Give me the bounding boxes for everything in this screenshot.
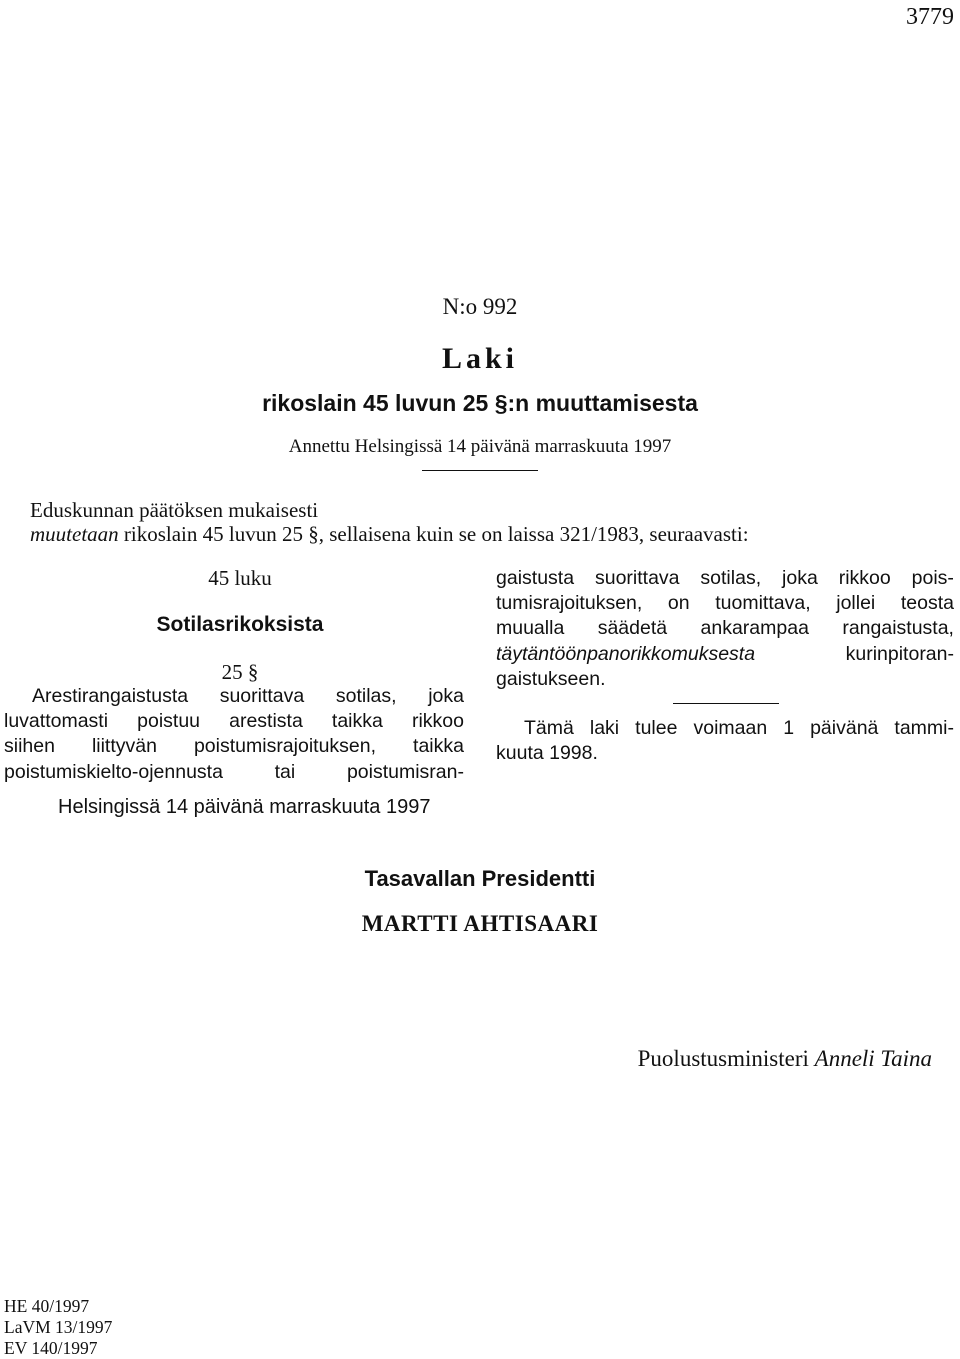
reference: HE 40/1997 — [4, 1296, 90, 1316]
word: tuomittava, — [715, 592, 811, 615]
word: joka — [428, 685, 464, 707]
word: siihen — [4, 735, 55, 758]
right-line — [496, 566, 954, 591]
word: taikka — [413, 735, 464, 758]
word: ankarampaa — [700, 617, 809, 640]
word: muualla — [496, 617, 565, 640]
word: sotilas, — [335, 685, 397, 707]
word: poistumisrajoituksen, — [193, 735, 377, 758]
signing-place-date: Helsingissä 14 päivänä marraskuuta 1997 — [58, 796, 431, 818]
word: arestista — [229, 710, 303, 733]
page-number: 3779 — [906, 4, 954, 30]
reference: LaVM 13/1997 — [4, 1317, 113, 1337]
right-line: gaistukseen. — [496, 667, 606, 690]
left-line — [4, 684, 464, 709]
section-divider — [673, 703, 779, 716]
word: teosta — [900, 592, 954, 615]
intro-line-2 — [30, 522, 749, 547]
entry-into-force-line-1 — [496, 716, 954, 741]
word: Arestirangaistusta — [32, 685, 189, 707]
word: Tämä — [524, 716, 574, 739]
word: säädetä — [597, 617, 668, 640]
word: poistumisran- — [346, 760, 464, 783]
word: joka — [782, 567, 818, 589]
word: pois- — [911, 567, 954, 589]
word: taikka — [331, 710, 383, 733]
left-line — [4, 734, 464, 759]
title-divider — [422, 470, 538, 471]
word: tai — [274, 760, 296, 783]
right-column-text — [496, 566, 954, 766]
word: rikkoo — [838, 567, 891, 589]
word: gaistusta — [496, 567, 575, 589]
entry-into-force-line-2: kuuta 1998. — [496, 742, 598, 765]
left-line — [4, 760, 464, 785]
word: rangaistusta, — [842, 617, 954, 640]
reference: EV 140/1997 — [4, 1338, 98, 1358]
word: sotilas, — [700, 567, 762, 589]
word: luvattomasti — [4, 710, 109, 733]
word: rikkoo — [411, 710, 464, 733]
word: liittyvän — [91, 735, 157, 758]
word: on — [667, 592, 690, 615]
intro-amend-verb: muutetaan — [30, 522, 119, 546]
term-rest: kurinpitoran- — [845, 642, 954, 665]
statute-number: N:o 992 — [442, 294, 518, 319]
word: 1 — [783, 716, 795, 739]
word: jollei — [836, 592, 876, 615]
minister-name: Anneli Taina — [814, 1046, 932, 1071]
references-block — [4, 1296, 112, 1359]
minister-signature — [638, 1046, 932, 1072]
word: päivänä — [810, 716, 879, 739]
word: suorittava — [219, 685, 305, 707]
president-name: MARTTI AHTISAARI — [361, 911, 599, 936]
italic-term: täytäntöönpanorikkomuksesta — [496, 642, 756, 665]
word: tumisrajoituksen, — [496, 592, 643, 615]
word: laki — [589, 716, 620, 739]
word: tulee — [635, 716, 678, 739]
right-line — [496, 642, 954, 667]
statute-title: Laki — [441, 342, 519, 375]
word: tammi- — [894, 716, 954, 739]
word: suorittava — [594, 567, 680, 589]
intro-line-1: Eduskunnan päätöksen mukaisesti — [30, 498, 319, 522]
chapter-title: Sotilasrikoksista — [156, 613, 324, 636]
section-number: 25 § — [221, 660, 259, 684]
right-line — [496, 591, 954, 616]
chapter-number: 45 luku — [208, 566, 272, 590]
word: poistuu — [137, 710, 201, 733]
left-column-text — [4, 684, 464, 785]
given-date-line: Annettu Helsingissä 14 päivänä marraskuuta 1997 — [288, 436, 672, 457]
word: voimaan — [693, 716, 768, 739]
president-title: Tasavallan Presidentti — [364, 866, 596, 891]
minister-title: Puolustusministeri — [637, 1046, 809, 1071]
right-line — [496, 616, 954, 641]
intro-amend-text: rikoslain 45 luvun 25 §, sellaisena kuin se on laissa 321/1983, seuraavasti: — [118, 522, 749, 546]
word: poistumiskielto-ojennusta — [4, 760, 223, 783]
statute-subtitle: rikoslain 45 luvun 25 §:n muuttamisesta — [262, 390, 698, 416]
left-line — [4, 709, 464, 734]
